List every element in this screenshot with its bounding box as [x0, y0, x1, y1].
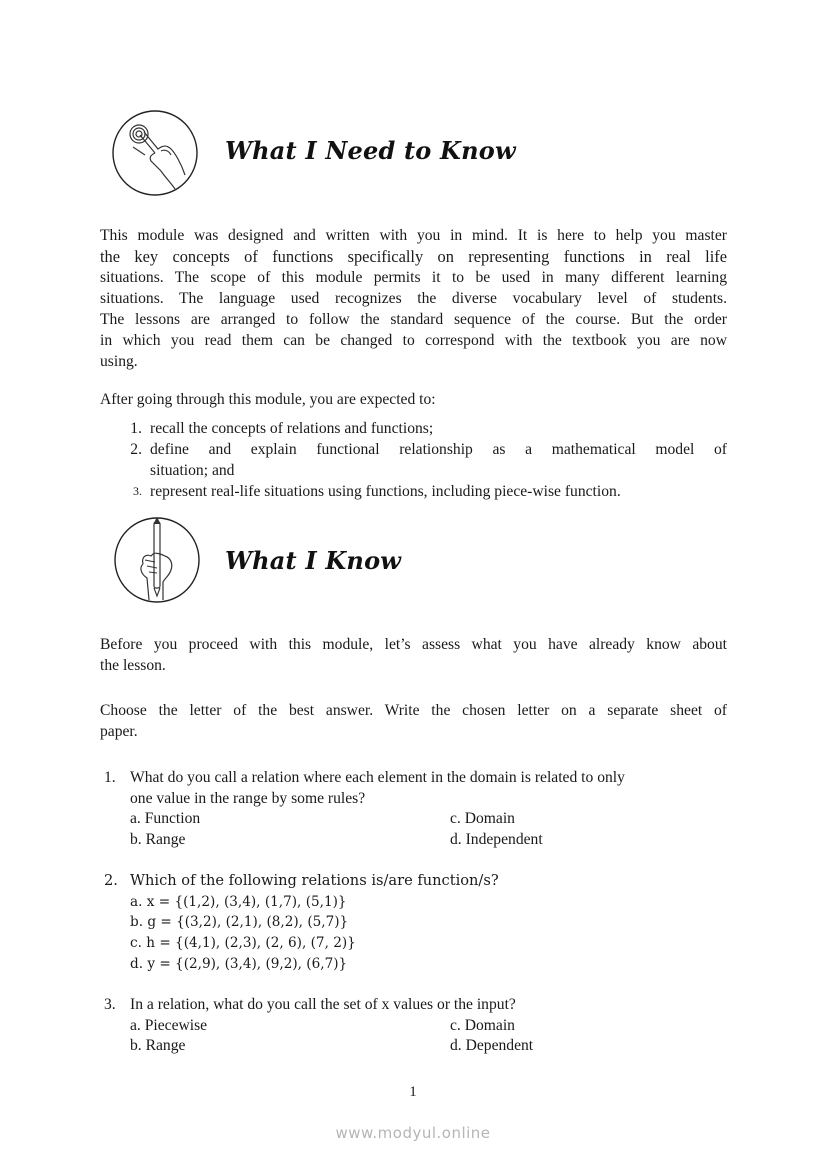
- intro-paragraph: [100, 225, 727, 372]
- objective-item: [100, 439, 727, 481]
- answer-option-b: b. g = {(3,2), (2,1), (8,2), (5,7)}: [130, 914, 349, 931]
- answer-options: [100, 892, 740, 975]
- question-number: 1.: [104, 769, 116, 786]
- objective-text: [150, 439, 727, 481]
- answer-option-d: d. Dependent: [450, 1037, 534, 1055]
- intro-line: using.: [100, 353, 138, 370]
- answer-options: [100, 809, 740, 850]
- page-number: 1: [409, 1084, 417, 1100]
- answer-option-c: c. Domain: [450, 1016, 515, 1034]
- section-title-what-i-need-to-know: What I Need to Know: [225, 136, 516, 165]
- objective-text: recall the concepts of relations and functions;: [150, 420, 434, 437]
- objective-text-line: situation; and: [150, 462, 235, 479]
- intro-line: in which you read them can be changed to correspond with the textbook you are now: [100, 332, 727, 349]
- question-text: Which of the following relations is/are function/s?: [130, 872, 499, 889]
- objective-text: represent real-life situations using functions, including piece-wise function.: [150, 483, 621, 500]
- question-text-line: What do you call a relation where each element in the domain is related to only: [130, 769, 625, 786]
- assessment-instructions: [100, 700, 727, 742]
- intro-line: The lessons are arranged to follow the standard sequence of the course. But the order: [100, 311, 727, 328]
- answer-option-d: d. Independent: [450, 831, 543, 849]
- objective-number: 1.: [130, 420, 142, 437]
- answer-option-a: a. Piecewise: [130, 1016, 208, 1034]
- question-text-line: one value in the range by some rules?: [130, 789, 366, 807]
- instruction-line: Choose the letter of the best answer. Write the chosen letter on a separate sheet of: [100, 702, 727, 719]
- answer-option-b: b. Range: [130, 1037, 186, 1055]
- question-text: [130, 768, 740, 809]
- assessment-intro-line: Before you proceed with this module, let’s assess what you have already know about: [100, 636, 727, 653]
- intro-line: situations. The language used recognizes the diverse vocabulary level of students.: [100, 290, 727, 307]
- watermark: www.modyul.online: [335, 1124, 491, 1142]
- section-title-what-i-know: What I Know: [225, 546, 402, 575]
- question-stem: [100, 995, 740, 1016]
- question-2: [100, 871, 740, 975]
- answer-option-a: a. x = {(1,2), (3,4), (1,7), (5,1)}: [130, 893, 347, 910]
- answer-option-c: c. Domain: [450, 810, 515, 828]
- question-stem: [100, 871, 740, 892]
- expectations-lead: After going through this module, you are expected to:: [100, 391, 436, 408]
- finger-touch-icon: [111, 109, 199, 197]
- intro-line: the key concepts of functions specifically on representing functions in real life: [100, 247, 727, 266]
- answer-option-d: d. y = {(2,9), (3,4), (9,2), (6,7)}: [130, 955, 348, 972]
- objective-number: 2.: [130, 441, 142, 458]
- intro-line: This module was designed and written with you in mind. It is here to help you master: [100, 227, 727, 244]
- answer-option-b: b. Range: [130, 831, 186, 849]
- question-number: 2.: [104, 872, 118, 889]
- answer-option-c: c. h = {(4,1), (2,3), (2, 6), (7, 2)}: [130, 935, 356, 952]
- objective-item: [100, 418, 727, 439]
- intro-line: situations. The scope of this module permits it to be used in many different learning: [100, 269, 727, 286]
- assessment-intro: [100, 634, 727, 676]
- question-1: [100, 768, 740, 851]
- objective-number: 3.: [133, 484, 142, 498]
- objective-item: [100, 481, 727, 502]
- hand-holding-pencil-icon: [113, 516, 201, 604]
- answer-option-a: a. Function: [130, 810, 201, 828]
- question-text: In a relation, what do you call the set of x values or the input?: [130, 996, 516, 1013]
- assessment-intro-line: the lesson.: [100, 657, 166, 674]
- objectives-list: [100, 418, 727, 502]
- question-number: 3.: [104, 996, 116, 1013]
- answer-options: [100, 1016, 740, 1057]
- question-3: [100, 995, 740, 1057]
- instruction-line: paper.: [100, 723, 138, 740]
- question-stem: [100, 768, 740, 809]
- objective-text-line: define and explain functional relationship as a mathematical model of: [150, 441, 727, 458]
